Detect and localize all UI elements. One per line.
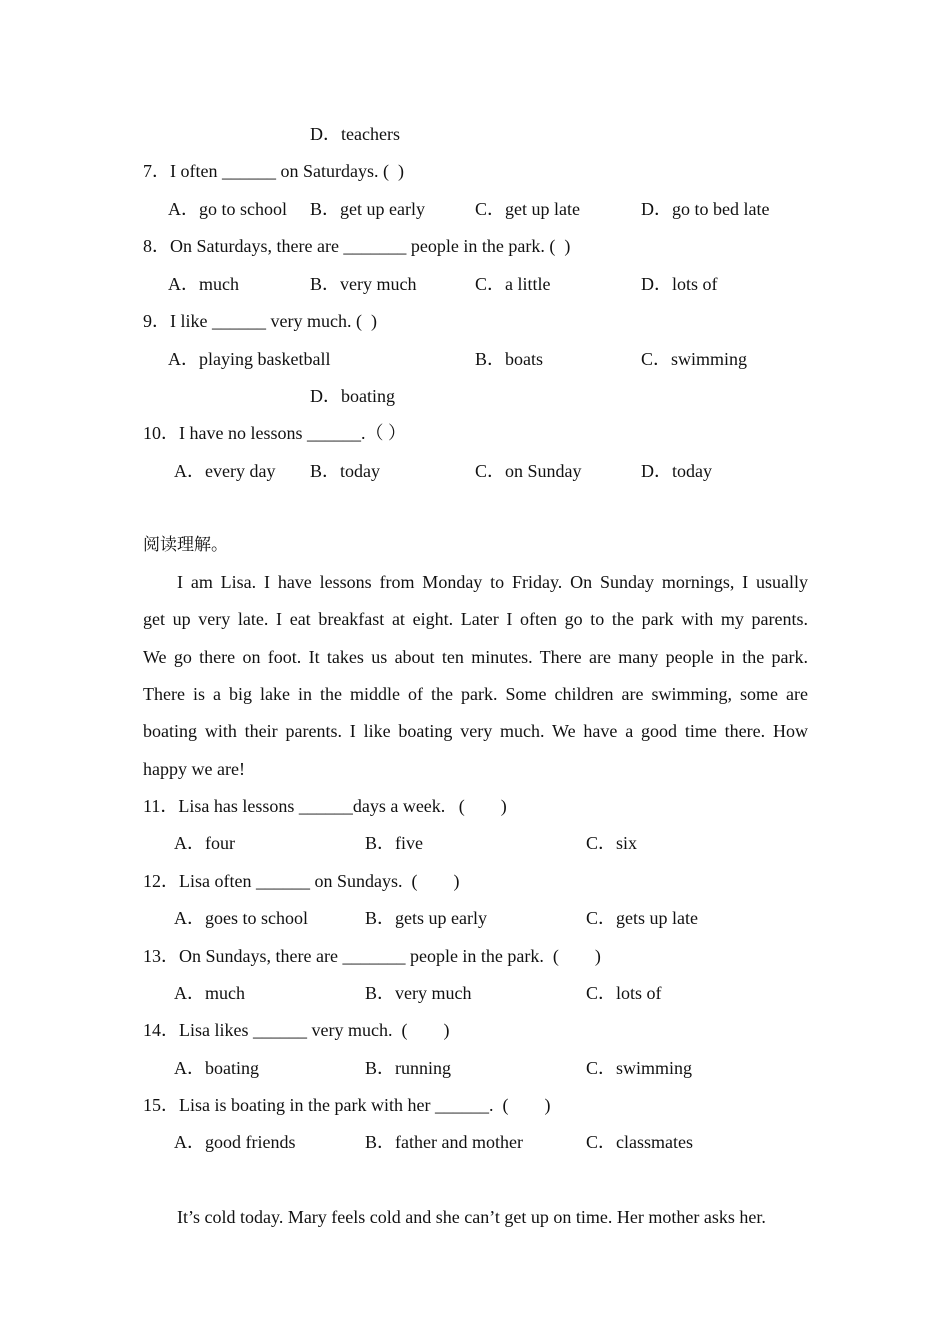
question-14: [143, 1018, 449, 1042]
option-a: A．much: [168, 274, 239, 294]
question-number: 13．: [143, 946, 179, 966]
question-stem: Lisa has lessons ______days a week. ( ): [178, 796, 507, 816]
passage-line: I am Lisa. I have lessons from Monday to Friday. On Sunday mornings, I usually: [177, 572, 808, 592]
option-c: C．swimming: [641, 349, 748, 369]
option-a: A．much: [174, 983, 245, 1003]
question-stem: I have no lessons ______.（ ）: [179, 423, 406, 443]
option-c: C．swimming: [586, 1058, 693, 1078]
option-c: C．lots of: [586, 983, 662, 1003]
next-passage-line: It’s cold today. Mary feels cold and she can’t get up on time. Her mother asks her.: [177, 1207, 766, 1227]
passage-line: There is a big lake in the middle of the park. Some children are swimming, some are: [143, 684, 808, 704]
option-c: C．classmates: [586, 1132, 693, 1152]
option-a: A．four: [174, 833, 235, 853]
option-b: B．five: [365, 833, 423, 853]
option-b: B．very much: [310, 274, 417, 294]
option-a: A．every day: [174, 461, 276, 481]
option-c: C．a little: [475, 274, 551, 294]
question-number: 7．: [143, 161, 170, 181]
option-c: C．get up late: [475, 199, 580, 219]
option-a: A．go to school: [168, 199, 287, 219]
question-number: 15．: [143, 1095, 179, 1115]
passage-line: get up very late. I eat breakfast at eight. Later I often go to the park with my parents.: [143, 609, 808, 629]
option-d: D．today: [641, 461, 712, 481]
passage-line: boating with their parents. I like boating very much. We have a good time there. How: [143, 721, 808, 741]
question-number: 11．: [143, 796, 179, 816]
option-a: A．goes to school: [174, 908, 308, 928]
question-9: [143, 309, 377, 333]
question-number: 8．: [143, 236, 170, 256]
option-a: A．playing basketball: [168, 349, 331, 369]
question-11: [143, 794, 507, 818]
question-number: 10．: [143, 423, 179, 443]
option-c: C．on Sunday: [475, 461, 582, 481]
passage-line: We go there on foot. It takes us about ten minutes. There are many people in the park.: [143, 647, 808, 667]
question-stem: On Sundays, there are _______ people in the park. ( ): [179, 946, 601, 966]
question-12: [143, 869, 459, 893]
option-a: A．good friends: [174, 1132, 296, 1152]
question-number: 12．: [143, 871, 179, 891]
option-b: B．father and mother: [365, 1132, 523, 1152]
option-c: C．six: [586, 833, 638, 853]
option-d: D．boating: [310, 386, 395, 406]
option-b: B．today: [310, 461, 380, 481]
option-d-q6: D．teachers: [310, 124, 400, 144]
option-b: B．boats: [475, 349, 544, 369]
option-c: C．gets up late: [586, 908, 698, 928]
question-10: [143, 421, 406, 445]
question-number: 9．: [143, 311, 170, 331]
option-b: B．very much: [365, 983, 472, 1003]
option-a: A．boating: [174, 1058, 259, 1078]
question-number: 14．: [143, 1020, 179, 1040]
question-stem: I like ______ very much. ( ): [170, 311, 377, 331]
section-heading: 阅读理解。: [143, 535, 228, 555]
question-7: [143, 159, 404, 183]
question-stem: On Saturdays, there are _______ people in the park. ( ): [170, 236, 571, 256]
question-13: [143, 944, 601, 968]
option-b: B．get up early: [310, 199, 425, 219]
option-d: D．lots of: [641, 274, 718, 294]
question-stem: Lisa often ______ on Sundays. ( ): [179, 871, 460, 891]
option-d: D．go to bed late: [641, 199, 770, 219]
question-15: [143, 1093, 550, 1117]
question-8: [143, 234, 570, 258]
option-b: B．gets up early: [365, 908, 487, 928]
option-b: B．running: [365, 1058, 452, 1078]
passage-line: happy we are!: [143, 759, 245, 779]
question-stem: I often ______ on Saturdays. ( ): [170, 161, 404, 181]
question-stem: Lisa likes ______ very much. ( ): [179, 1020, 450, 1040]
question-stem: Lisa is boating in the park with her ______. ( ): [179, 1095, 551, 1115]
